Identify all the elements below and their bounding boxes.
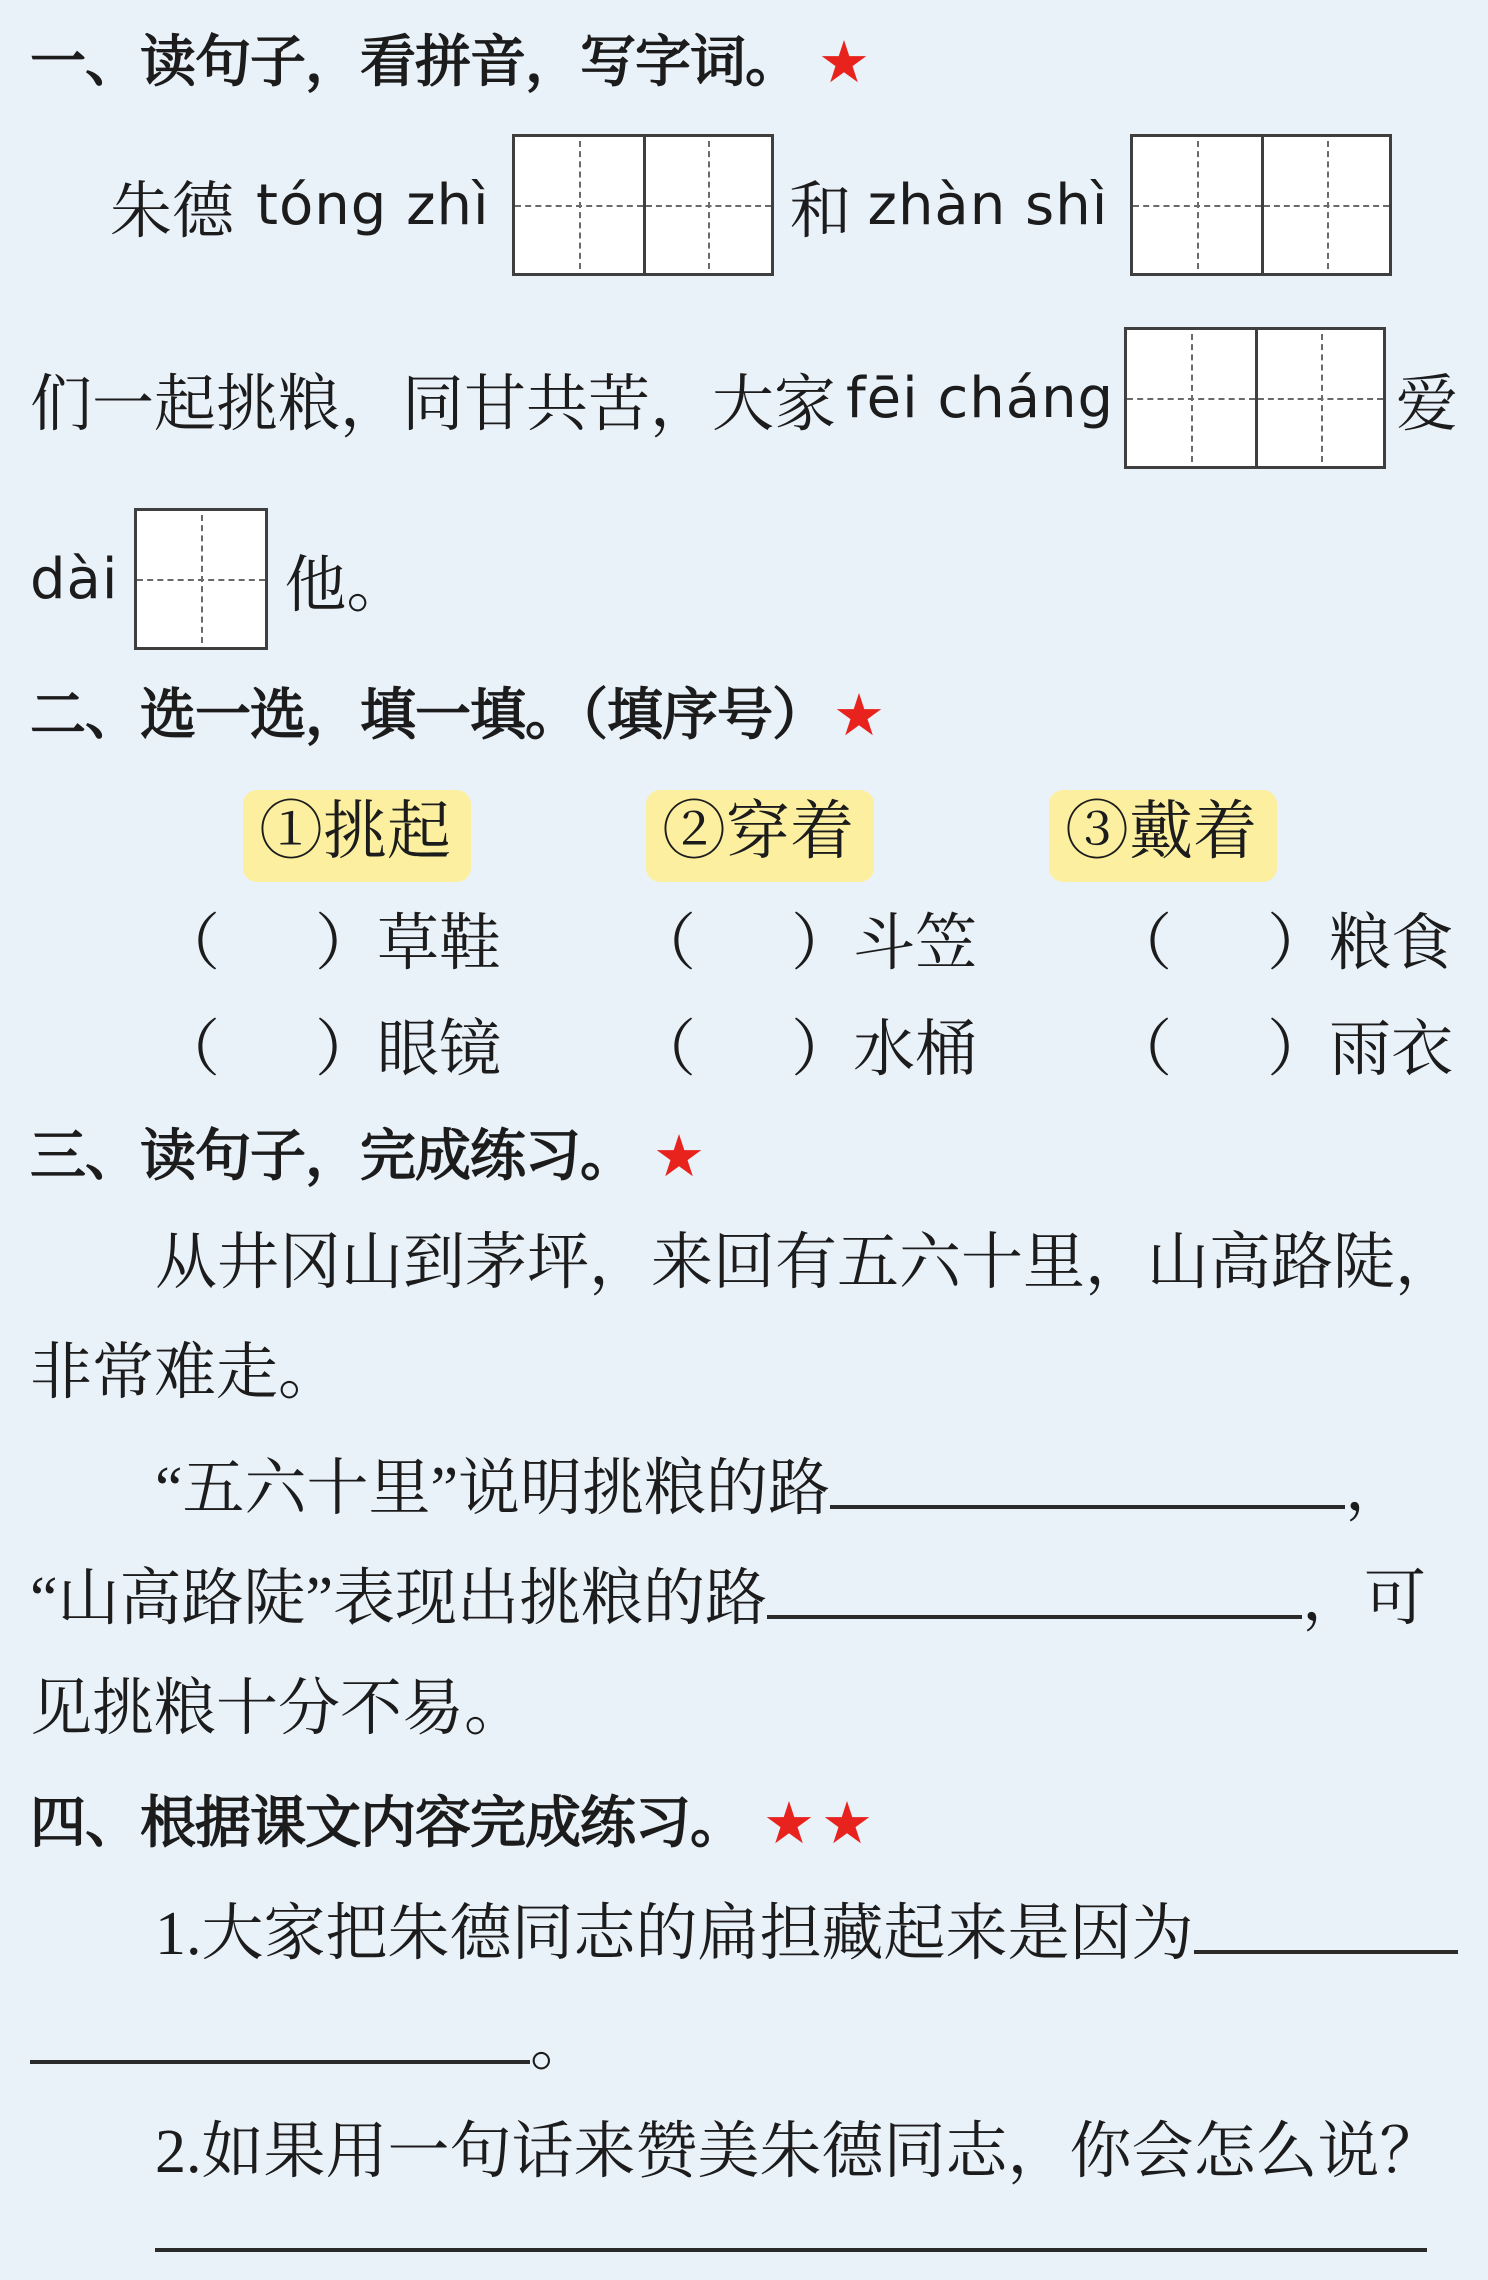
answer-blank[interactable] bbox=[830, 1451, 1345, 1509]
writing-grid-box bbox=[1124, 327, 1386, 469]
section2-heading: 二、选一选，填一填。（填序号） bbox=[30, 683, 827, 746]
option-2-highlight: ②穿着 bbox=[646, 790, 874, 882]
writing-cell[interactable] bbox=[1133, 137, 1261, 273]
q2-text: “山高路陡”表现出挑粮的路 bbox=[30, 1565, 768, 1633]
paren-open: （ bbox=[158, 910, 221, 978]
section4-q2 bbox=[30, 2116, 1458, 2188]
fill-item bbox=[158, 908, 501, 980]
answer-blank[interactable] bbox=[767, 1561, 1302, 1619]
option-1-highlight: ①挑起 bbox=[243, 790, 471, 882]
section2-row1 bbox=[30, 908, 1458, 980]
section1-line1 bbox=[30, 107, 1458, 303]
item-word: 水桶 bbox=[853, 1016, 978, 1084]
paren-open: （ bbox=[1110, 1016, 1173, 1084]
section1-heading-row bbox=[30, 28, 1458, 95]
fill-item bbox=[1110, 1014, 1453, 1086]
fill-item bbox=[158, 1014, 501, 1086]
q2-comma: ，可 bbox=[1302, 1565, 1427, 1633]
paren-close: ） bbox=[791, 1016, 854, 1084]
q1-period: 。 bbox=[530, 2010, 593, 2078]
section3-heading-row bbox=[30, 1122, 1458, 1189]
fill-item bbox=[634, 908, 977, 980]
passage-line2 bbox=[30, 1337, 1458, 1409]
paren-close: ） bbox=[1267, 1016, 1330, 1084]
section1-line2 bbox=[30, 303, 1458, 493]
paren-open: （ bbox=[634, 1016, 697, 1084]
item-word: 眼镜 bbox=[377, 1016, 502, 1084]
paren-close: ） bbox=[1267, 910, 1330, 978]
answer-blank[interactable] bbox=[1194, 1896, 1458, 1954]
difficulty-star-icon: ★ bbox=[818, 27, 876, 96]
paren-close: ） bbox=[315, 910, 378, 978]
item-word: 草鞋 bbox=[377, 910, 502, 978]
section3-q2 bbox=[30, 1561, 1458, 1635]
paren-open: （ bbox=[158, 1016, 221, 1084]
item-word: 雨衣 bbox=[1329, 1016, 1454, 1084]
answer-blank[interactable] bbox=[155, 2248, 1427, 2252]
section4-q1 bbox=[30, 1896, 1458, 1970]
item-word: 粮食 bbox=[1329, 910, 1454, 978]
line3-pinyin1: dài bbox=[30, 546, 119, 612]
line3-text1: 他。 bbox=[284, 551, 409, 620]
section2-row2 bbox=[30, 1014, 1458, 1086]
answer-blank[interactable] bbox=[30, 2006, 530, 2064]
section4-heading-row bbox=[30, 1789, 1458, 1856]
q1-text: “五六十里”说明挑粮的路 bbox=[155, 1455, 831, 1523]
passage-line1 bbox=[30, 1227, 1458, 1299]
option-3-highlight: ③戴着 bbox=[1049, 790, 1277, 882]
difficulty-star-icon: ★ bbox=[653, 1121, 711, 1190]
section3-heading: 三、读句子，完成练习。 bbox=[30, 1124, 635, 1187]
q2-text: 2.如果用一句话来赞美朱德同志，你会怎么说？ bbox=[155, 2118, 1442, 2186]
writing-cell[interactable] bbox=[1261, 137, 1389, 273]
writing-cell[interactable] bbox=[137, 511, 265, 647]
writing-cell[interactable] bbox=[1255, 330, 1383, 466]
section4-heading: 四、根据课文内容完成练习。 bbox=[30, 1791, 745, 1854]
line2-text2: 爱 bbox=[1395, 370, 1458, 439]
fill-item bbox=[1110, 908, 1453, 980]
writing-cell[interactable] bbox=[1127, 330, 1255, 466]
section3-q1 bbox=[30, 1451, 1458, 1525]
passage-text2: 非常难走。 bbox=[30, 1339, 341, 1407]
q1-comma: ， bbox=[1345, 1455, 1408, 1523]
line1-pinyin1: tóng zhì bbox=[256, 172, 490, 238]
line1-text2: 和 bbox=[789, 177, 852, 246]
difficulty-star-icon: ★ bbox=[833, 680, 891, 749]
section1-line3 bbox=[30, 493, 1458, 665]
writing-grid-box bbox=[134, 508, 268, 650]
paren-open: （ bbox=[634, 910, 697, 978]
writing-cell[interactable] bbox=[515, 137, 643, 273]
line2-pinyin1: fēi cháng bbox=[845, 365, 1115, 431]
difficulty-stars-icon: ★★ bbox=[763, 1788, 879, 1857]
paren-close: ） bbox=[315, 1016, 378, 1084]
line1-pinyin2: zhàn shì bbox=[867, 172, 1109, 238]
writing-grid-box bbox=[512, 134, 774, 276]
line2-text1: 们一起挑粮，同甘共苦，大家 bbox=[30, 370, 837, 439]
writing-cell[interactable] bbox=[643, 137, 771, 273]
item-word: 斗笠 bbox=[853, 910, 978, 978]
passage-text1: 从井冈山到茅坪，来回有五六十里，山高路陡， bbox=[155, 1229, 1458, 1297]
fill-item bbox=[634, 1014, 977, 1086]
section1-heading: 一、读句子，看拼音，写字词。 bbox=[30, 30, 800, 93]
section2-heading-row bbox=[30, 681, 1458, 748]
paren-close: ） bbox=[791, 910, 854, 978]
writing-grid-box bbox=[1130, 134, 1392, 276]
line1-text1: 朱德 bbox=[110, 177, 235, 246]
q1-text: 1.大家把朱德同志的扁担藏起来是因为 bbox=[155, 1900, 1194, 1968]
section2-options-row bbox=[30, 790, 1458, 882]
section4-q1-cont bbox=[30, 2006, 1458, 2080]
section3-q2-cont bbox=[30, 1673, 1458, 1745]
q2-continuation: 见挑粮十分不易。 bbox=[30, 1675, 527, 1743]
paren-open: （ bbox=[1110, 910, 1173, 978]
